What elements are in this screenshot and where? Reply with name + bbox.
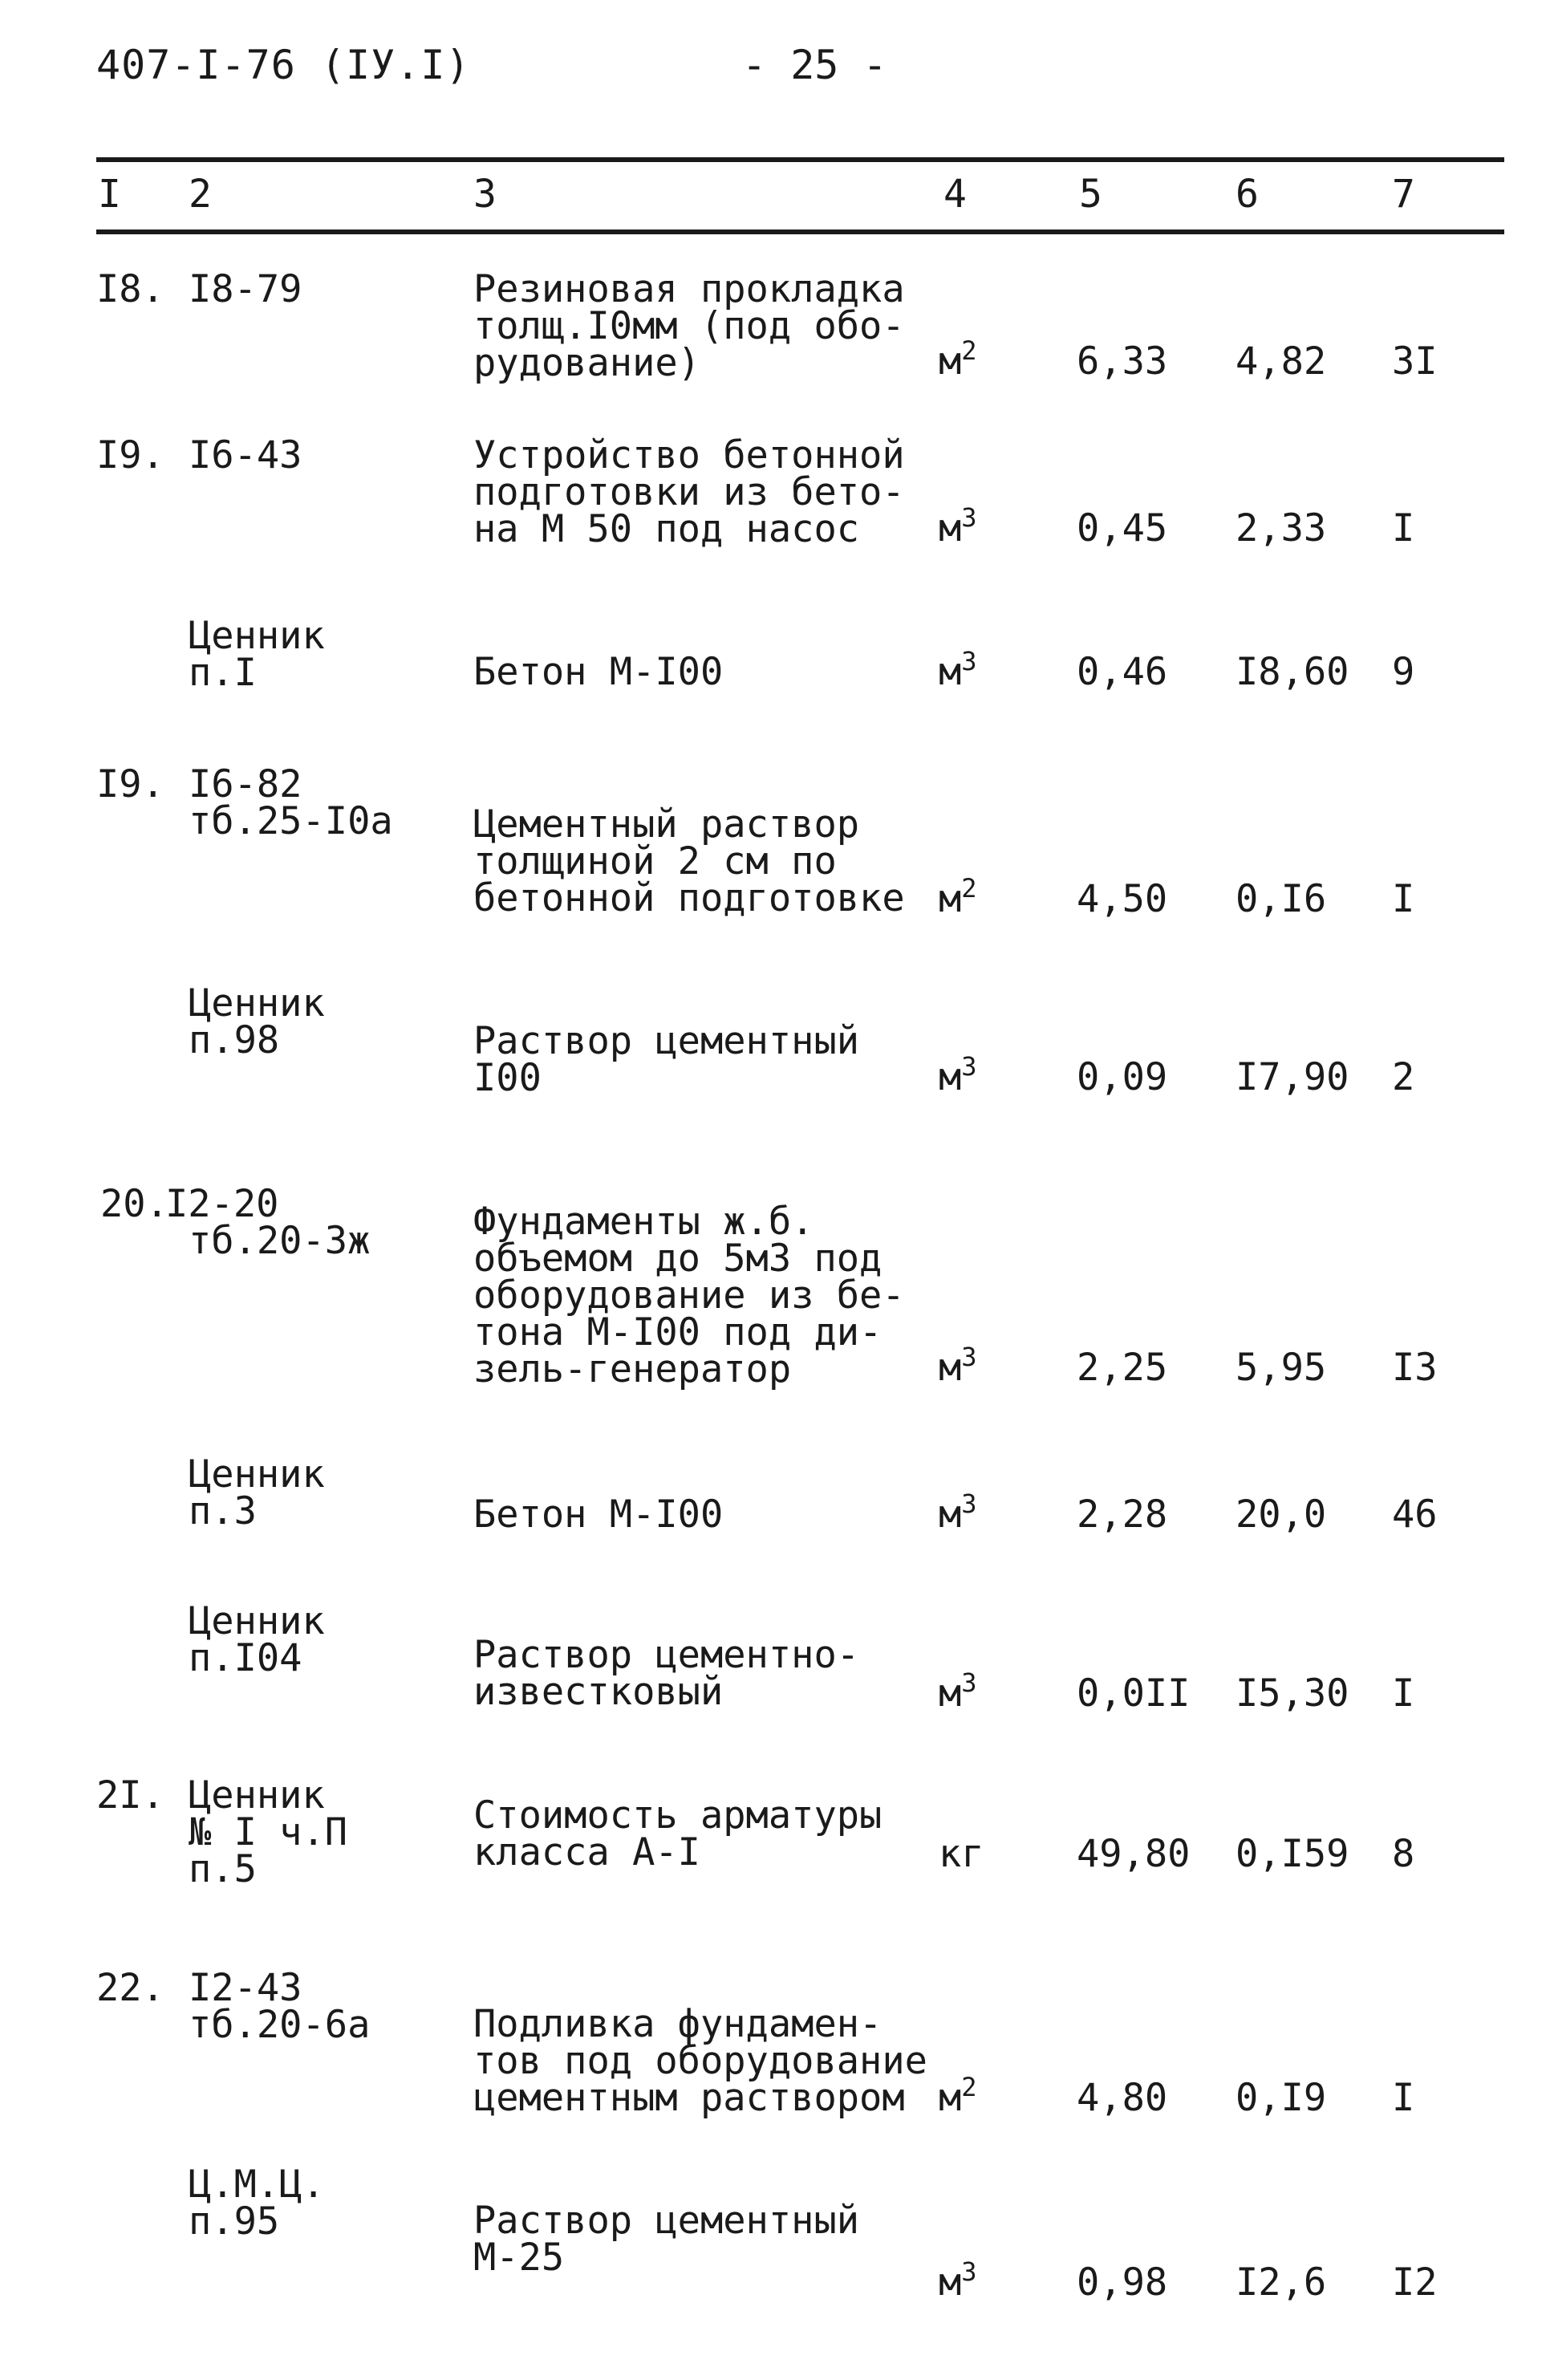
unit-base: м — [939, 877, 962, 921]
column-header-1: I — [98, 172, 121, 217]
row-description: зель-генератор — [473, 1347, 792, 1391]
page-number: - 25 - — [742, 42, 887, 88]
row-description: тона М-I00 под ди- — [473, 1310, 883, 1354]
row-description: Бетон М-I00 — [473, 1493, 724, 1537]
row-reference: тб.20-3ж — [189, 1219, 371, 1263]
unit-base: м — [939, 339, 962, 384]
row-reference: № I ч.П — [189, 1810, 348, 1854]
row-unit — [939, 646, 977, 694]
column-header-5: 5 — [1079, 172, 1102, 217]
row-total: I — [1392, 506, 1415, 550]
unit-exponent: 3 — [961, 1489, 977, 1519]
unit-base: м — [939, 1493, 962, 1537]
unit-base: м — [939, 1055, 962, 1099]
row-unit — [939, 1832, 984, 1876]
row-unit — [939, 2072, 977, 2120]
row-description: Подливка фундамен- — [473, 2002, 883, 2046]
row-unit-price: 0,I9 — [1236, 2076, 1327, 2120]
row-total: I — [1392, 1671, 1415, 1716]
row-quantity: 0,0II — [1077, 1671, 1191, 1716]
row-description: тов под оборудование — [473, 2039, 927, 2083]
row-total: 2 — [1392, 1055, 1415, 1099]
row-reference: I2-43 — [189, 1966, 302, 2010]
row-number: I9. — [96, 762, 164, 806]
row-description: класса А-I — [473, 1830, 700, 1874]
row-unit — [939, 1667, 977, 1716]
row-total: 8 — [1392, 1832, 1415, 1876]
unit-exponent: 3 — [961, 1051, 977, 1082]
row-total: 46 — [1392, 1493, 1438, 1537]
row-total: I — [1392, 877, 1415, 921]
row-total: I — [1392, 2076, 1415, 2120]
row-total: I2 — [1392, 2260, 1438, 2305]
row-total: 9 — [1392, 650, 1415, 694]
unit-exponent: 3 — [961, 1667, 977, 1698]
row-quantity: 4,50 — [1077, 877, 1168, 921]
row-unit — [939, 1489, 977, 1537]
row-number: I9. — [96, 433, 164, 477]
row-total: 3I — [1392, 339, 1438, 384]
row-description: толщ.I0мм (под обо- — [473, 304, 905, 348]
row-number: I8. — [96, 267, 164, 311]
unit-exponent: 3 — [961, 646, 977, 676]
row-reference: п.98 — [189, 1018, 280, 1062]
row-description: цементным раствором — [473, 2076, 905, 2120]
row-reference: I2-20 — [165, 1182, 279, 1226]
row-description: Раствор цементный — [473, 1019, 860, 1063]
row-reference: п.95 — [189, 2199, 280, 2244]
row-reference: п.I — [189, 651, 257, 695]
row-reference: Ценник — [189, 981, 325, 1026]
column-header-4: 4 — [943, 172, 967, 217]
row-description: Раствор цементный — [473, 2199, 860, 2243]
row-description: Устройство бетонной — [473, 433, 905, 477]
unit-exponent: 2 — [961, 2072, 977, 2102]
row-reference: Ц.М.Ц. — [189, 2163, 325, 2207]
unit-base: м — [939, 1346, 962, 1390]
row-quantity: 49,80 — [1077, 1832, 1191, 1876]
row-reference: I6-43 — [189, 433, 302, 477]
row-description: I00 — [473, 1056, 542, 1100]
row-description: объемом до 5м3 под — [473, 1237, 883, 1281]
row-description: Бетон М-I00 — [473, 650, 724, 694]
table-top-rule — [96, 157, 1504, 162]
row-unit-price: 5,95 — [1236, 1346, 1327, 1390]
row-description: Цементный раствор — [473, 802, 860, 847]
document-code: 407-I-76 (IУ.I) — [96, 42, 471, 88]
row-unit-price: I2,6 — [1236, 2260, 1327, 2305]
row-unit-price: 4,82 — [1236, 339, 1327, 384]
row-description: подготовки из бето- — [473, 470, 905, 514]
row-quantity: 0,98 — [1077, 2260, 1168, 2305]
row-number: 20. — [100, 1182, 168, 1226]
row-description: Раствор цементно- — [473, 1633, 860, 1677]
row-unit-price: 0,I59 — [1236, 1832, 1349, 1876]
row-description: известковый — [473, 1670, 724, 1714]
unit-base: м — [939, 1671, 962, 1716]
unit-exponent: 2 — [961, 873, 977, 904]
unit-exponent: 3 — [961, 1342, 977, 1372]
row-quantity: 0,46 — [1077, 650, 1168, 694]
row-description: оборудование из бе- — [473, 1273, 905, 1318]
row-unit — [939, 502, 977, 550]
table-header-rule — [96, 229, 1504, 234]
row-total: I3 — [1392, 1346, 1438, 1390]
unit-exponent: 3 — [961, 2256, 977, 2287]
unit-base: кг — [939, 1832, 984, 1876]
row-unit-price: 2,33 — [1236, 506, 1327, 550]
row-reference: тб.20-6а — [189, 2003, 371, 2047]
row-reference: Ценник — [189, 614, 325, 658]
row-reference: Ценник — [189, 1452, 325, 1497]
row-unit — [939, 335, 977, 384]
row-description: М-25 — [473, 2236, 565, 2280]
unit-exponent: 3 — [961, 502, 977, 533]
row-description: рудование) — [473, 341, 700, 385]
row-quantity: 6,33 — [1077, 339, 1168, 384]
unit-base: м — [939, 2076, 962, 2120]
row-unit — [939, 1342, 977, 1390]
column-header-7: 7 — [1392, 172, 1415, 217]
row-description: Фундаменты ж.б. — [473, 1200, 814, 1244]
row-quantity: 0,09 — [1077, 1055, 1168, 1099]
row-unit — [939, 1051, 977, 1099]
row-quantity: 2,28 — [1077, 1493, 1168, 1537]
row-quantity: 4,80 — [1077, 2076, 1168, 2120]
column-header-3: 3 — [473, 172, 497, 217]
row-unit-price: I7,90 — [1236, 1055, 1349, 1099]
row-reference: Ценник — [189, 1599, 325, 1643]
row-unit-price: 20,0 — [1236, 1493, 1327, 1537]
row-reference: тб.25-I0а — [189, 799, 393, 843]
row-unit-price: 0,I6 — [1236, 877, 1327, 921]
row-number: 2I. — [96, 1773, 164, 1817]
row-description: бетонной подготовке — [473, 876, 905, 920]
row-description: на М 50 под насос — [473, 507, 860, 551]
unit-base: м — [939, 506, 962, 550]
row-unit-price: I8,60 — [1236, 650, 1349, 694]
unit-exponent: 2 — [961, 335, 977, 366]
row-quantity: 0,45 — [1077, 506, 1168, 550]
row-quantity: 2,25 — [1077, 1346, 1168, 1390]
column-header-6: 6 — [1236, 172, 1259, 217]
row-reference: I6-82 — [189, 762, 302, 806]
unit-base: м — [939, 650, 962, 694]
row-unit — [939, 2256, 977, 2305]
row-reference: п.I04 — [189, 1636, 302, 1680]
row-reference: п.5 — [189, 1847, 257, 1891]
row-reference: I8-79 — [189, 267, 302, 311]
row-unit — [939, 873, 977, 921]
row-description: Резиновая прокладка — [473, 267, 905, 311]
row-description: толщиной 2 см по — [473, 839, 837, 883]
row-reference: Ценник — [189, 1773, 325, 1817]
unit-base: м — [939, 2260, 962, 2305]
row-reference: п.3 — [189, 1489, 257, 1533]
column-header-2: 2 — [189, 172, 212, 217]
row-description: Стоимость арматуры — [473, 1793, 883, 1838]
row-number: 22. — [96, 1966, 164, 2010]
row-unit-price: I5,30 — [1236, 1671, 1349, 1716]
